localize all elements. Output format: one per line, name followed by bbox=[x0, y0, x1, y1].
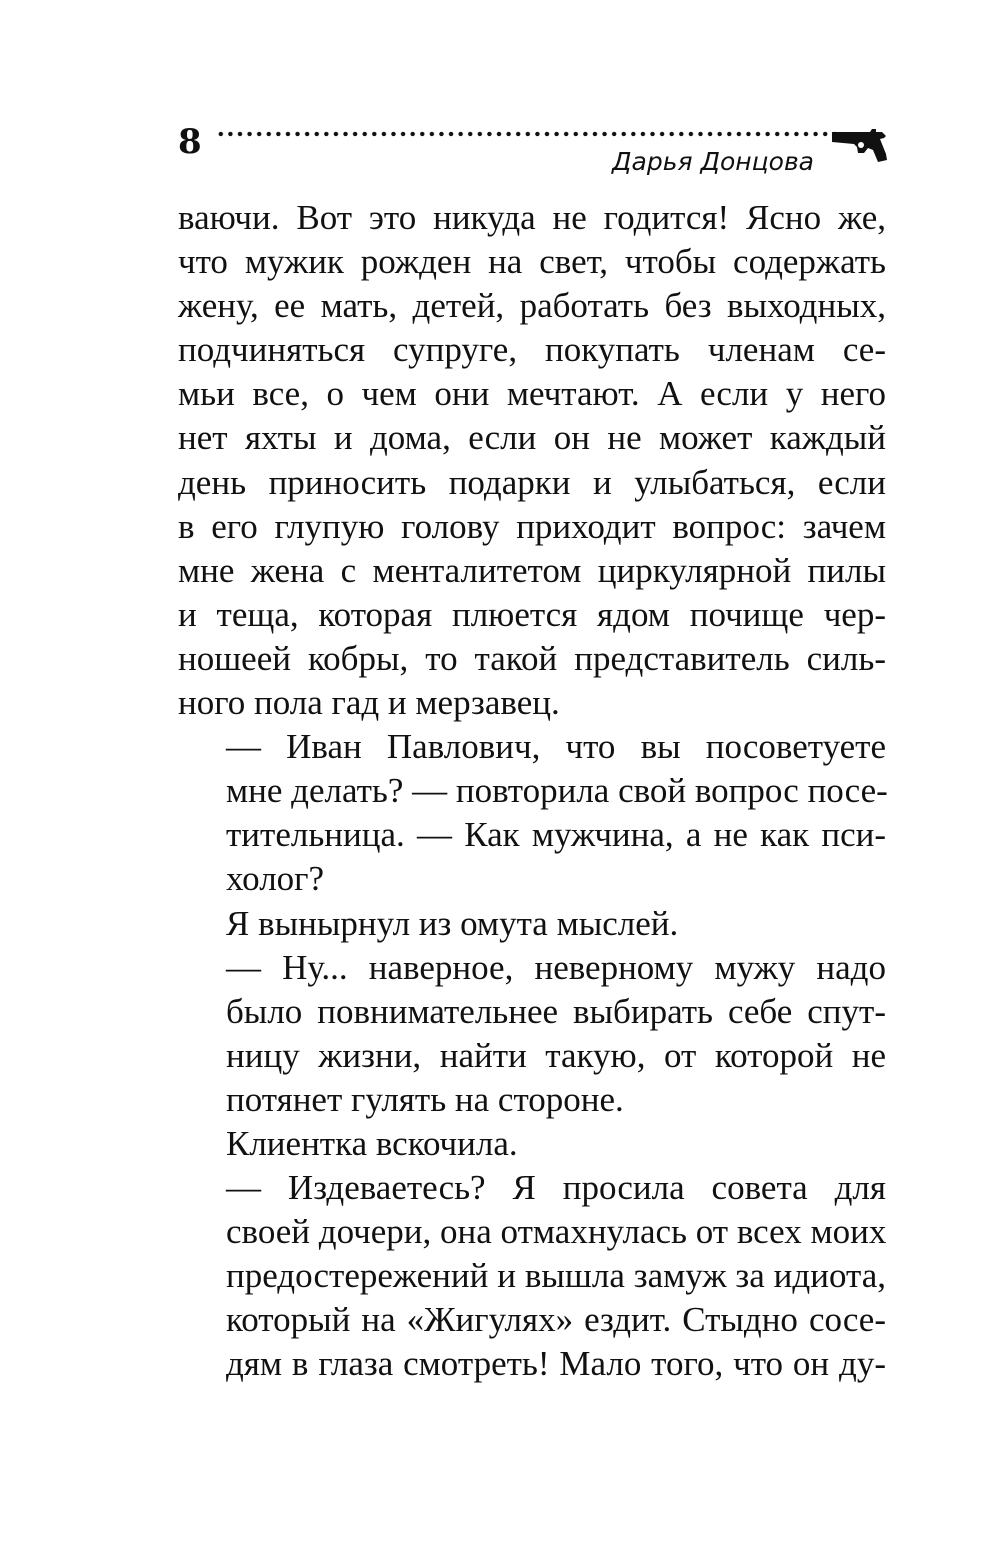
paragraph bbox=[178, 725, 886, 901]
paragraph bbox=[178, 196, 886, 725]
text-line: было повнимательнее выбирать себе спут- bbox=[226, 991, 886, 1031]
page-number: 8 bbox=[178, 122, 202, 162]
revolver-icon bbox=[830, 124, 890, 164]
text-line: своей дочери, она отмахнулась от всех моих bbox=[226, 1212, 887, 1252]
text-line: мне делать? — повторила свой вопрос посе- bbox=[226, 771, 888, 811]
text-line: — Издеваетесь? Я просила совета для bbox=[226, 1168, 886, 1208]
text-line: — Ну... наверное, неверному мужу надо bbox=[226, 947, 886, 987]
text-line: мьи все, о чем они мечтают. А если у него bbox=[178, 374, 886, 414]
text-line: и теща, которая плюется ядом почище чер- bbox=[178, 594, 886, 634]
author-name: Дарья Донцова bbox=[612, 147, 814, 176]
text-line: нет яхты и дома, если он не может каждый bbox=[178, 418, 886, 458]
body-text bbox=[178, 196, 886, 1387]
text-line: Клиентка вскочила. bbox=[226, 1123, 518, 1163]
paragraph bbox=[178, 1122, 886, 1166]
text-line: предостережений и вышла замуж за идиота, bbox=[226, 1256, 886, 1296]
text-line: в его глупую голову приходит вопрос: зачем bbox=[178, 506, 886, 546]
text-line: ношеей кобры, то такой представитель силь- bbox=[178, 638, 886, 678]
text-line: — Иван Павлович, что вы посоветуете bbox=[226, 727, 886, 767]
paragraph bbox=[178, 946, 886, 1122]
paragraph bbox=[178, 902, 886, 946]
text-line: подчиняться супруге, покупать членам се- bbox=[178, 330, 886, 370]
text-line: Я вынырнул из омута мыслей. bbox=[226, 903, 679, 943]
text-line: мне жена с менталитетом циркулярной пилы bbox=[178, 550, 886, 590]
text-line: ного пола гад и мерзавец. bbox=[178, 683, 560, 723]
text-line: ницу жизни, найти такую, от которой не bbox=[226, 1035, 886, 1075]
text-line: что мужик рожден на свет, чтобы содержать bbox=[178, 242, 886, 282]
dotted-rule bbox=[216, 131, 842, 137]
text-line: потянет гулять на стороне. bbox=[226, 1079, 624, 1119]
text-line: ваючи. Вот это никуда не годится! Ясно же, bbox=[178, 198, 886, 237]
text-line: тительница. — Как мужчина, а не как пси- bbox=[226, 815, 886, 855]
text-line: который на «Жигулях» ездит. Стыдно сосе- bbox=[226, 1300, 886, 1340]
text-line: дям в глаза смотреть! Мало того, что он ду- bbox=[226, 1344, 886, 1384]
paragraph bbox=[178, 1166, 886, 1386]
text-line: холог? bbox=[226, 859, 325, 899]
text-line: день приносить подарки и улыбаться, если bbox=[178, 462, 886, 502]
running-header bbox=[178, 118, 890, 198]
text-line: жену, ее мать, детей, работать без выходных, bbox=[178, 286, 886, 326]
